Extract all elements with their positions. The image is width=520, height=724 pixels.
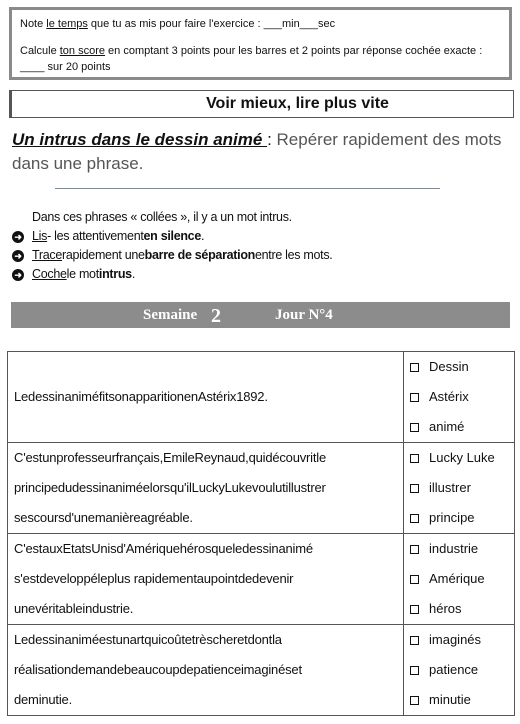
sentence-cell xyxy=(8,625,404,716)
step-text: rapidement une xyxy=(62,248,145,262)
day-label: Jour N°4 xyxy=(275,307,333,323)
score-text-start: Calcule xyxy=(20,45,60,57)
time-text-end: que tu as mis pour faire l'exercice : ___min___sec xyxy=(87,18,336,30)
option-item[interactable] xyxy=(410,443,508,473)
option-item[interactable] xyxy=(410,352,508,382)
instruction-step-check xyxy=(12,265,512,284)
week-day-banner xyxy=(11,302,510,328)
option-label: minutie xyxy=(429,692,471,707)
step-emphasis: barre de séparation xyxy=(144,248,255,262)
sentence-cell xyxy=(8,534,404,625)
options-cell xyxy=(404,625,515,716)
table-row xyxy=(8,352,515,443)
sentence-line: s'estdeveloppéleplus rapidementaupointdedevenir xyxy=(14,571,294,586)
exercise-title: Un intrus dans le dessin animé xyxy=(12,130,268,149)
table-row xyxy=(8,625,515,716)
instruction-step-trace xyxy=(12,246,512,265)
sentence-line: C'estauxEtatsUnisd'Amériquehérosqueledessinanimé xyxy=(14,541,313,556)
step-end: entre les mots. xyxy=(255,248,333,262)
sentence-line: deminutie. xyxy=(14,692,72,707)
checkbox[interactable] xyxy=(410,454,419,463)
checkbox[interactable] xyxy=(410,393,419,402)
step-text: - les attentivement xyxy=(47,229,144,243)
checkbox[interactable] xyxy=(410,696,419,705)
page-title: Voir mieux, lire plus vite xyxy=(9,90,514,118)
option-label: Astérix xyxy=(429,389,469,404)
option-item[interactable] xyxy=(410,564,508,594)
instructions-intro: Dans ces phrases « collées », il y a un mot intrus. xyxy=(32,210,292,224)
checkbox[interactable] xyxy=(410,575,419,584)
step-emphasis: intrus xyxy=(98,267,132,281)
options-cell xyxy=(404,443,515,534)
table-row xyxy=(8,534,515,625)
step-emphasis: en silence xyxy=(143,229,201,243)
checkbox[interactable] xyxy=(410,423,419,432)
option-item[interactable] xyxy=(410,685,508,715)
table-row xyxy=(8,443,515,534)
checkbox[interactable] xyxy=(410,484,419,493)
option-label: patience xyxy=(429,662,479,677)
sentence-line: sescoursd'unemanièreagréable. xyxy=(14,510,193,525)
option-item[interactable] xyxy=(410,503,508,533)
option-item[interactable] xyxy=(410,594,508,624)
checkbox[interactable] xyxy=(410,666,419,675)
option-label: illustrer xyxy=(429,480,471,495)
option-item[interactable] xyxy=(410,412,508,442)
option-item[interactable] xyxy=(410,382,508,412)
options-cell xyxy=(404,352,515,443)
sentence-cell xyxy=(8,443,404,534)
divider-line xyxy=(55,188,440,189)
checkbox[interactable] xyxy=(410,363,419,372)
option-label: Dessin xyxy=(429,359,469,374)
option-label: imaginés xyxy=(429,632,482,647)
sentence-line: LedessinaniméfitsonapparitionenAstérix1892. xyxy=(14,389,268,404)
step-verb: Trace xyxy=(32,248,62,262)
score-box xyxy=(9,7,512,80)
option-item[interactable] xyxy=(410,534,508,564)
week-label: Semaine xyxy=(143,307,198,323)
exercise-description: Repérer rapidement des mots dans une phrase. xyxy=(12,130,502,173)
sentence-line: principedudessinaniméelorsqu'ilLuckyLukevoulutillustrer xyxy=(14,480,326,495)
exercise-title-colon: : xyxy=(267,130,277,149)
checkbox[interactable] xyxy=(410,514,419,523)
arrow-right-icon: ➜ xyxy=(12,231,24,243)
option-item[interactable] xyxy=(410,473,508,503)
sentence-line: Ledessinaniméestunartquicoûtetrèscheretdontla xyxy=(14,632,282,647)
score-text-underlined: ton score xyxy=(59,45,105,57)
exercise-table xyxy=(7,351,515,716)
step-verb: Coche xyxy=(32,267,67,281)
instruction-step-read xyxy=(12,227,512,246)
sentence-cell xyxy=(8,352,404,443)
option-label: principe xyxy=(429,510,475,525)
option-label: industrie xyxy=(429,541,479,556)
option-item[interactable] xyxy=(410,625,508,655)
week-number: 2 xyxy=(211,305,221,327)
checkbox[interactable] xyxy=(410,636,419,645)
arrow-right-icon: ➜ xyxy=(12,250,24,262)
option-label: héros xyxy=(429,601,462,616)
step-text: le mot xyxy=(66,267,99,281)
sentence-line: unevéritableindustrie. xyxy=(14,601,134,616)
score-instruction xyxy=(20,43,501,75)
option-label: Lucky Luke xyxy=(429,450,495,465)
time-instruction xyxy=(20,16,501,32)
instructions xyxy=(12,207,512,284)
step-end: . xyxy=(200,229,205,243)
option-label: Amérique xyxy=(429,571,485,586)
step-verb: Lis xyxy=(32,229,48,243)
option-label: animé xyxy=(429,419,465,434)
checkbox[interactable] xyxy=(410,545,419,554)
time-text-start: Note xyxy=(20,18,47,30)
checkbox[interactable] xyxy=(410,605,419,614)
options-cell xyxy=(404,534,515,625)
option-item[interactable] xyxy=(410,655,508,685)
time-text-underlined: le temps xyxy=(46,18,88,30)
score-text-end: en comptant 3 points pour les barres et 2 points par réponse cochée exacte : ____ sur 20 points xyxy=(20,45,483,73)
sentence-line: C'estunprofesseurfrançais,EmileReynaud,quidécouvritle xyxy=(14,450,326,465)
arrow-right-icon: ➜ xyxy=(12,269,24,281)
exercise-heading xyxy=(12,128,512,176)
step-end: . xyxy=(131,267,136,281)
sentence-line: réalisationdemandebeaucoupdepatienceimaginéset xyxy=(14,662,302,677)
